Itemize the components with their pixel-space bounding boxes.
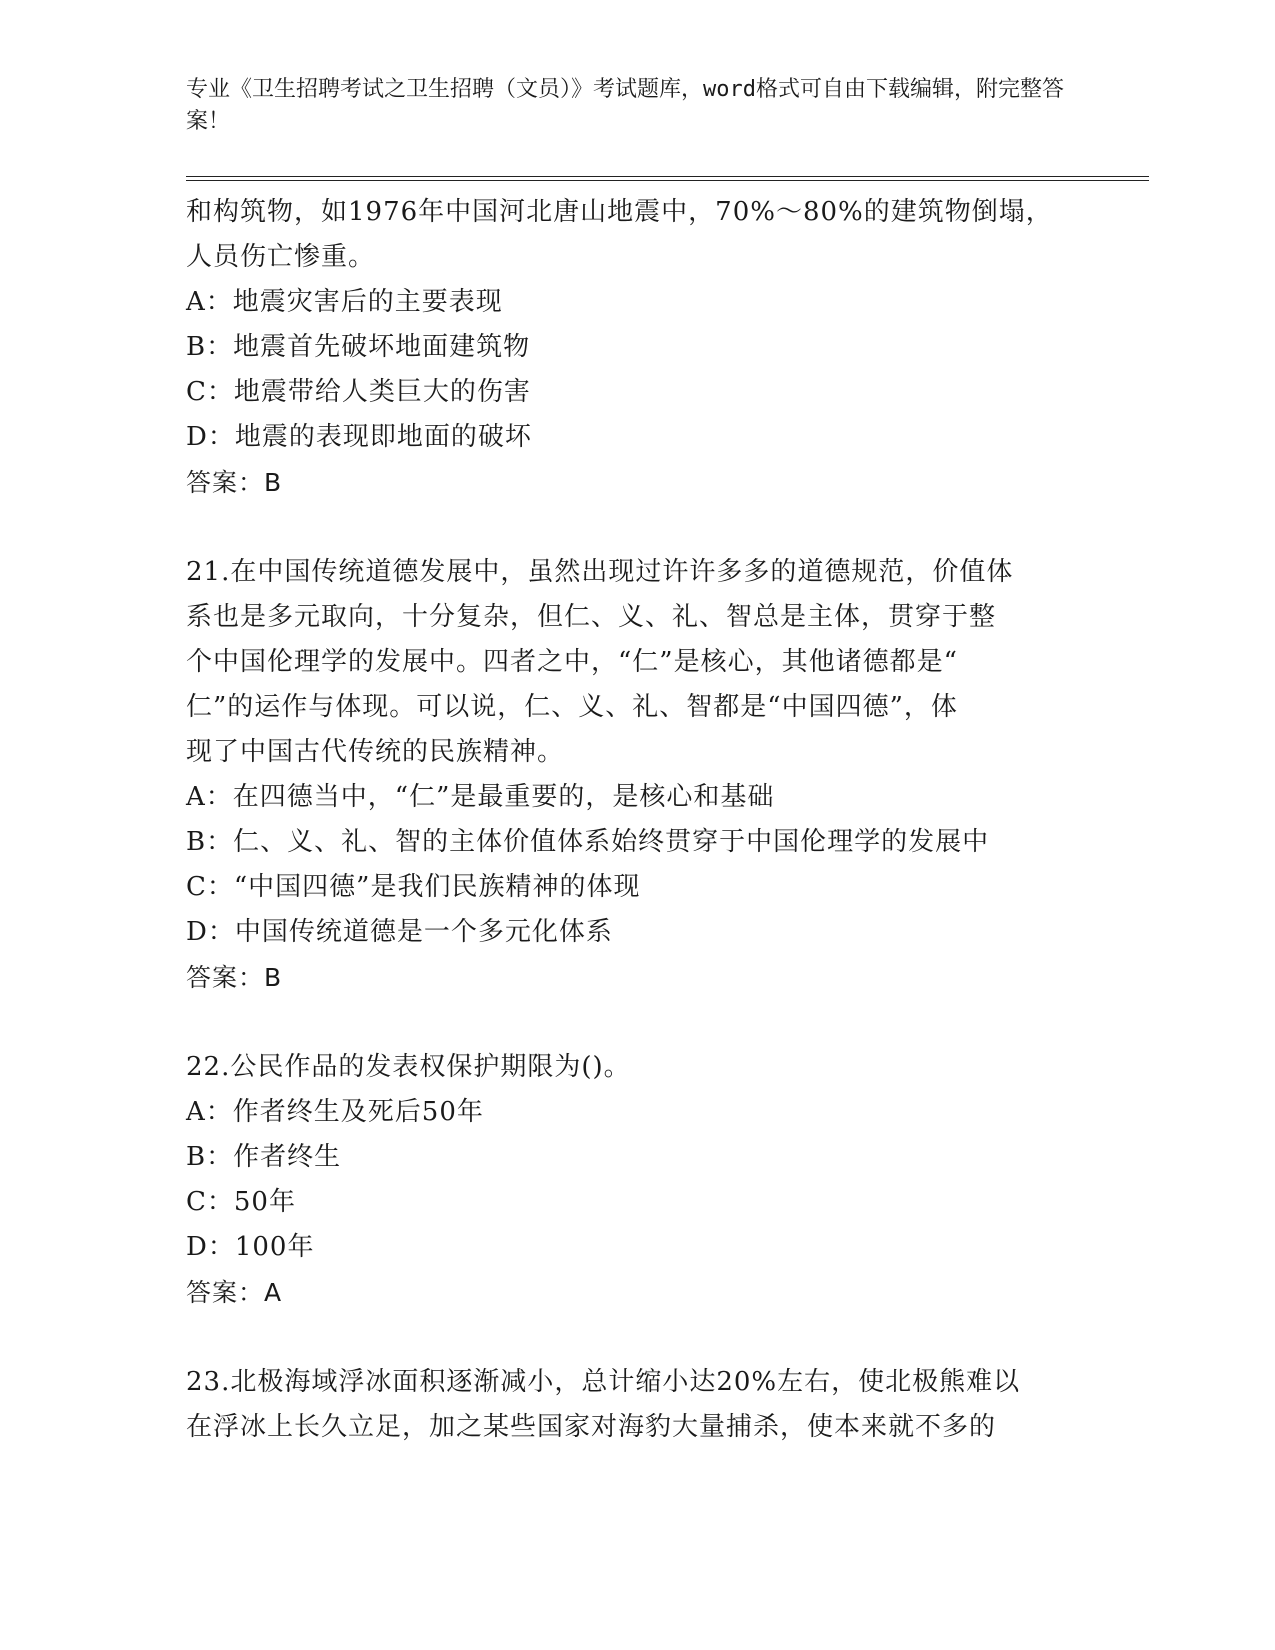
question-text-line: 个中国伦理学的发展中。四者之中，“仁”是核心，其他诸德都是“: [186, 647, 958, 677]
option-d: D：中国传统道德是一个多元化体系: [186, 917, 613, 947]
question-23: [186, 1360, 1066, 1450]
question-22: [186, 1045, 1066, 1315]
option-a: A：地震灾害后的主要表现: [186, 287, 503, 317]
option-b: B：作者终生: [186, 1142, 342, 1172]
question-spacer: [186, 1000, 1066, 1045]
question-text-line: 21.在中国传统道德发展中，虽然出现过许许多多的道德规范，价值体: [186, 557, 1014, 587]
option-a: A：在四德当中，“仁”是最重要的，是核心和基础: [186, 782, 775, 812]
question-text-line: 在浮冰上长久立足，加之某些国家对海豹大量捕杀，使本来就不多的: [186, 1412, 997, 1442]
option-b: B：地震首先破坏地面建筑物: [186, 332, 531, 362]
option-c: C：地震带给人类巨大的伤害: [186, 377, 531, 407]
page-header: 专业《卫生招聘考试之卫生招聘（文员）》考试题库，word格式可自由下载编辑，附完整答案！: [186, 77, 1064, 134]
question-text-line: 和构筑物，如1976年中国河北唐山地震中，70%～80%的建筑物倒塌，: [186, 197, 1053, 227]
answer-line: 答案：B: [186, 468, 283, 497]
question-21: [186, 550, 1066, 1000]
option-b: B：仁、义、礼、智的主体价值体系始终贯穿于中国伦理学的发展中: [186, 827, 990, 857]
option-d: D：100年: [186, 1232, 315, 1262]
answer-line: 答案：B: [186, 963, 283, 992]
question-text-line: 22.公民作品的发表权保护期限为()。: [186, 1052, 631, 1082]
answer-line: 答案：A: [186, 1278, 283, 1307]
option-d: D：地震的表现即地面的破坏: [186, 422, 532, 452]
question-spacer: [186, 1315, 1066, 1360]
header-double-rule: [186, 176, 1149, 181]
option-c: C：“中国四德”是我们民族精神的体现: [186, 872, 641, 902]
question-text-line: 现了中国古代传统的民族精神。: [186, 737, 565, 767]
option-a: A：作者终生及死后50年: [186, 1097, 484, 1127]
option-c: C：50年: [186, 1187, 296, 1217]
question-20-continued: [186, 190, 1066, 505]
question-text-line: 仁”的运作与体现。可以说，仁、义、礼、智都是“中国四德”，体: [186, 692, 958, 722]
question-text-line: 系也是多元取向，十分复杂，但仁、义、礼、智总是主体，贯穿于整: [186, 602, 997, 632]
question-text-line: 人员伤亡惨重。: [186, 242, 376, 272]
document-body: [186, 190, 1066, 1450]
question-spacer: [186, 505, 1066, 550]
question-text-line: 23.北极海域浮冰面积逐渐减小，总计缩小达20%左右，使北极熊难以: [186, 1367, 1021, 1397]
